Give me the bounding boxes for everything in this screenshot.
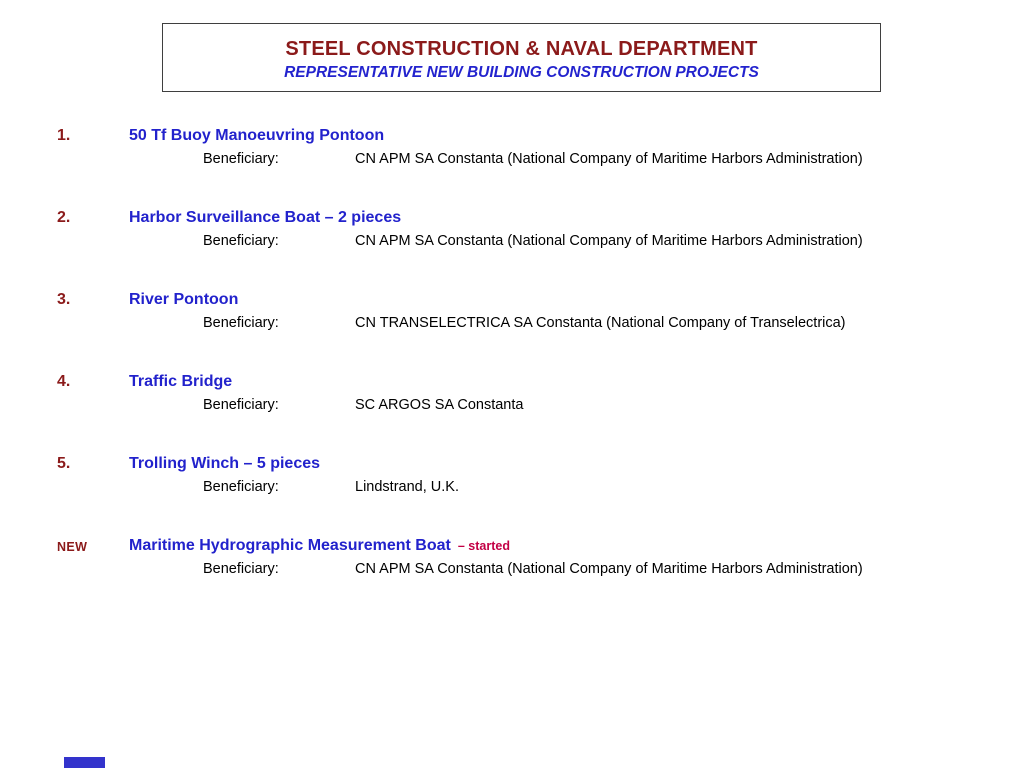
project-title: Trolling Winch – 5 pieces xyxy=(129,455,321,472)
project-item-4 xyxy=(0,373,1024,433)
project-item-5 xyxy=(0,455,1024,515)
beneficiary-label: Beneficiary: xyxy=(203,151,279,167)
project-title-line xyxy=(129,127,384,145)
project-item-2 xyxy=(0,209,1024,269)
beneficiary-value: SC ARGOS SA Constanta xyxy=(355,397,524,413)
project-title-line xyxy=(129,209,401,227)
project-number: 2. xyxy=(57,209,71,226)
beneficiary-label: Beneficiary: xyxy=(203,479,279,495)
footer-accent-bar xyxy=(64,757,105,768)
project-item-1 xyxy=(0,127,1024,187)
project-title-line xyxy=(129,537,510,555)
project-title: Harbor Surveillance Boat – 2 pieces xyxy=(129,209,402,226)
project-number: 1. xyxy=(57,127,71,144)
project-title: 50 Tf Buoy Manoeuvring Pontoon xyxy=(129,127,385,144)
beneficiary-label: Beneficiary: xyxy=(203,315,279,331)
beneficiary-label: Beneficiary: xyxy=(203,561,279,577)
project-new-badge: NEW xyxy=(57,540,88,554)
beneficiary-value: CN APM SA Constanta (National Company of Maritime Harbors Administration) xyxy=(355,233,863,249)
page-subtitle: REPRESENTATIVE NEW BUILDING CONSTRUCTION PROJECTS xyxy=(284,64,759,81)
project-title: Traffic Bridge xyxy=(129,373,233,390)
beneficiary-label: Beneficiary: xyxy=(203,233,279,249)
beneficiary-value: CN APM SA Constanta (National Company of Maritime Harbors Administration) xyxy=(355,561,863,577)
project-title-line xyxy=(129,291,238,309)
beneficiary-value: Lindstrand, U.K. xyxy=(355,479,459,495)
project-title: Maritime Hydrographic Measurement Boat xyxy=(129,537,451,554)
project-number: 4. xyxy=(57,373,71,390)
project-title: River Pontoon xyxy=(129,291,239,308)
project-number: 5. xyxy=(57,455,71,472)
beneficiary-value: CN TRANSELECTRICA SA Constanta (National Company of Transelectrica) xyxy=(355,315,846,331)
project-title-line xyxy=(129,373,232,391)
beneficiary-label: Beneficiary: xyxy=(203,397,279,413)
beneficiary-value: CN APM SA Constanta (National Company of Maritime Harbors Administration) xyxy=(355,151,863,167)
page-title: STEEL CONSTRUCTION & NAVAL DEPARTMENT xyxy=(285,38,758,60)
project-item-3 xyxy=(0,291,1024,351)
header-box xyxy=(162,23,881,92)
project-status: – started xyxy=(457,539,510,553)
project-number: 3. xyxy=(57,291,71,308)
project-item-new xyxy=(0,537,1024,597)
project-title-line xyxy=(129,455,320,473)
